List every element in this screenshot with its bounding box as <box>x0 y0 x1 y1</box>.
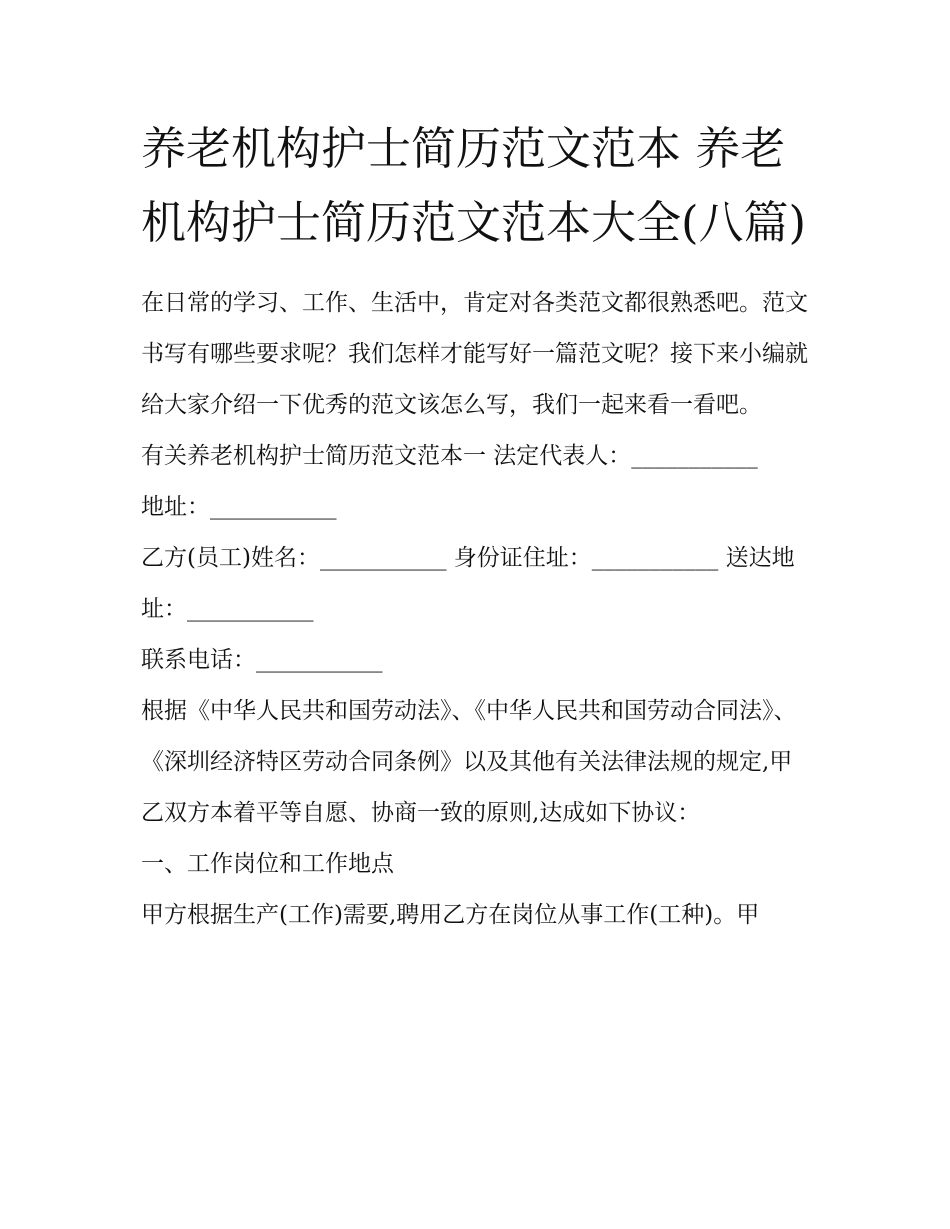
document-body <box>141 278 813 941</box>
address-line: 地址：___________ <box>141 494 337 520</box>
employee-info-line: 乙方(员工)姓名：___________ 身份证住址：___________ 送达地址：___________ <box>141 545 795 622</box>
legal-basis-paragraph: 根据《中华人民共和国劳动法》、《中华人民共和国劳动合同法》、《深圳经济特区劳动合同条例》以及其他有关法律法规的规定,甲乙双方本着平等自愿、协商一致的原则,达成如下协议： <box>141 698 797 826</box>
section-heading: 一、工作岗位和工作地点 <box>141 851 394 877</box>
document-title: 养老机构护士简历范文范本 养老机构护士简历范文范本大全(八篇) <box>141 122 807 249</box>
legal-representative-line: 有关养老机构护士简历范文范本一 法定代表人：___________ <box>141 443 758 469</box>
intro-paragraph: 在日常的学习、工作、生活中，肯定对各类范文都很熟悉吧。范文书写有哪些要求呢？我们怎样才能写好一篇范文呢？接下来小编就给大家介绍一下优秀的范文该怎么写，我们一起来看一看吧。 <box>141 290 808 418</box>
document-content <box>141 112 813 941</box>
job-position-paragraph: 甲方根据生产(工作)需要,聘用乙方在岗位从事工作(工种)。甲 <box>141 902 760 928</box>
phone-line: 联系电话：___________ <box>141 647 383 673</box>
